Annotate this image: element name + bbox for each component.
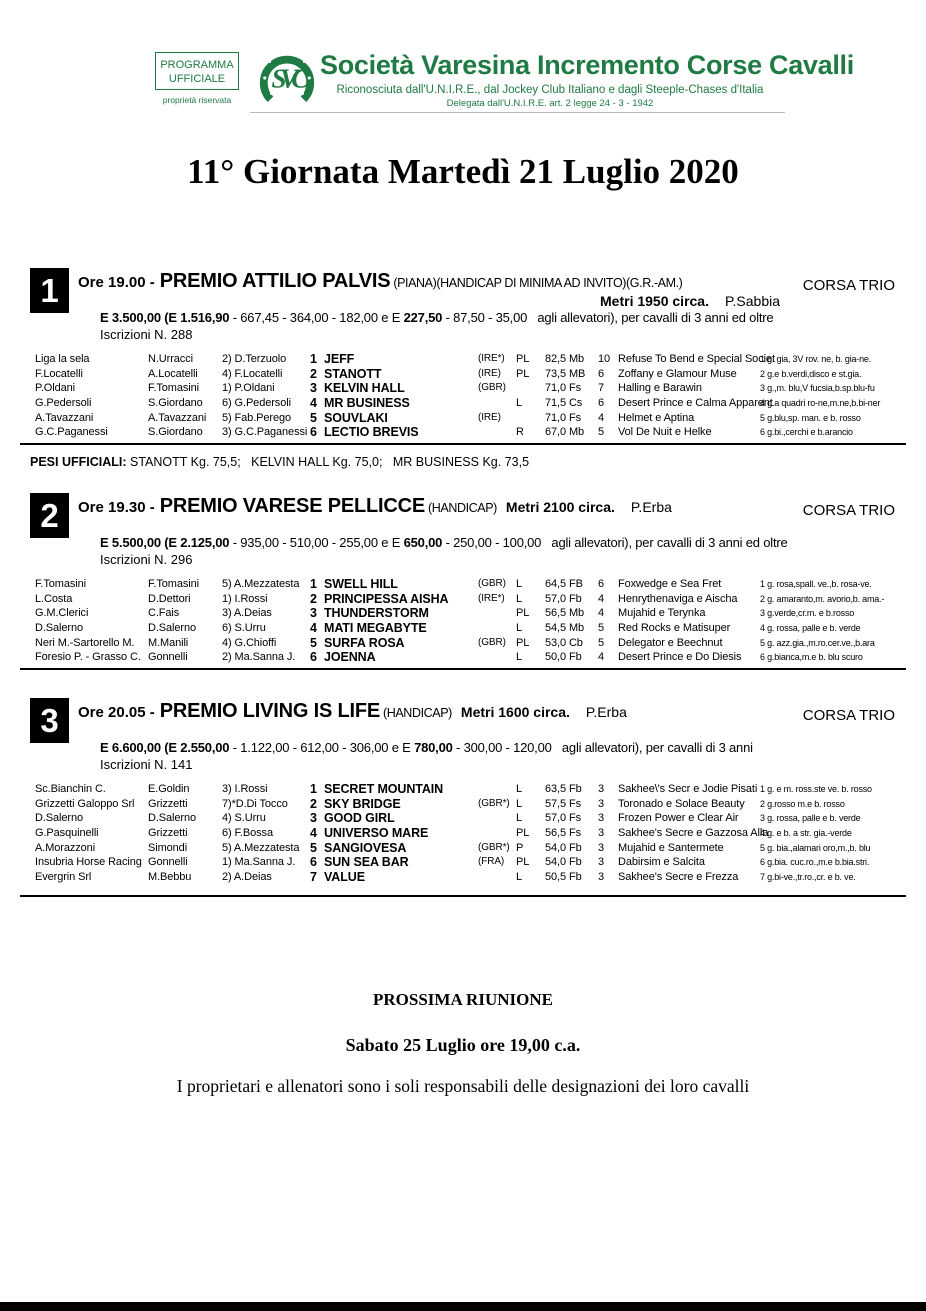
country-cell: (IRE*) — [478, 592, 505, 604]
draw-jockey-cell: 3) I.Rossi — [222, 783, 268, 795]
corsa-trio-label: CORSA TRIO — [802, 502, 895, 519]
horse-cell — [310, 425, 478, 440]
weight-cell: 54,0 Fb — [545, 856, 582, 869]
weight-cell: 53,0 Cb — [545, 636, 583, 649]
shoes-cell: L — [516, 578, 523, 590]
country-cell — [478, 826, 516, 841]
draw-jockey-cell: 3) G.C.Paganessi — [222, 426, 308, 439]
entries-table — [35, 782, 906, 885]
horse-name: JEFF — [324, 352, 355, 366]
race-number-badge: 1 — [30, 268, 69, 313]
next-meeting-heading: PROSSIMA RIUNIONE — [373, 990, 553, 1009]
weight-cell: 71,0 Fs — [545, 382, 581, 395]
draw-jockey-cell: 1) I.Rossi — [222, 592, 268, 605]
owner-cell: Foresio P. - Grasso C. — [35, 651, 141, 664]
race-distance-line — [78, 293, 780, 311]
trainer-cell: A.Tavazzani — [148, 411, 207, 424]
country-cell — [478, 811, 516, 826]
weight-cell: 73,5 MB — [545, 367, 586, 380]
disclaimer-text: I proprietari e allenatori sono i soli responsabili delle designazioni dei loro cavalli — [176, 1076, 750, 1096]
trainer-cell: Gonnelli — [148, 651, 188, 664]
weight-cell: 56,5 Mb — [545, 607, 585, 620]
race-time: Ore 19.30 - — [78, 499, 155, 516]
trainer-cell: S.Giordano — [148, 397, 203, 410]
corsa-trio-label: CORSA TRIO — [802, 277, 895, 294]
race-section — [0, 493, 926, 723]
horse-name: GOOD GIRL — [324, 811, 395, 826]
weight-cell: 67,0 Mb — [545, 426, 585, 439]
shoes-cell: L — [516, 871, 523, 884]
race-name: PREMIO LIVING IS LIFE — [159, 700, 380, 722]
shoes-cell: PL — [516, 856, 530, 869]
race-name: PREMIO ATTILIO PALVIS — [159, 270, 391, 292]
owner-cell: L.Costa — [35, 592, 73, 605]
horse-name: PRINCIPESSA AISHA — [324, 591, 449, 606]
owner-cell: G.C.Paganessi — [35, 426, 108, 439]
sire-dam-cell: Refuse To Bend e Special Societ — [618, 353, 775, 365]
owner-cell: Sc.Bianchin C. — [35, 783, 106, 795]
horse-number: 2 — [310, 796, 317, 811]
shoes-cell: L — [516, 397, 523, 410]
sire-dam-cell: Desert Prince e Calma Apparent — [618, 397, 773, 410]
silks-cell: 6 g.bi.,cerchi e b.arancio — [760, 427, 853, 438]
sire-dam-cell: Halling e Barawin — [618, 382, 702, 395]
horse-name: SUN SEA BAR — [324, 855, 409, 870]
silks-cell: 6 g.bia. cuc.ro.,m.e b.bia.stri. — [760, 857, 870, 868]
sire-dam-cell: Helmet e Aptina — [618, 411, 695, 424]
country-cell: (FRA) — [478, 856, 505, 868]
prize-total: E 6.600,00 (E 2.550,00 — [100, 740, 230, 755]
draw-jockey-cell: 2) D.Terzuolo — [222, 353, 287, 365]
weight-cell: 57,0 Fs — [545, 812, 581, 825]
trainer-cell: M.Manili — [148, 636, 189, 649]
silks-cell: 5 g.blu,sp. man. e b. rosso — [760, 412, 861, 423]
age-cell: 5 — [598, 622, 605, 635]
shoes-cell — [516, 381, 545, 396]
silks-cell: 2 g.rosso m.e b. rosso — [760, 798, 845, 809]
age-cell: 6 — [598, 367, 605, 380]
horse-name: SURFA ROSA — [324, 635, 405, 650]
trainer-cell: F.Tomasini — [148, 382, 199, 395]
horse-number: 3 — [310, 381, 317, 396]
horse-number: 6 — [310, 650, 317, 665]
bottom-black-bar — [0, 1302, 926, 1311]
owner-cell: Neri M.-Sartorello M. — [35, 636, 135, 649]
entries-table — [35, 352, 906, 440]
horse-cell — [310, 650, 478, 665]
shoes-cell: L — [516, 797, 523, 810]
section-divider — [20, 895, 906, 897]
age-cell: 3 — [598, 812, 605, 825]
country-cell: (GBR*) — [478, 797, 510, 809]
prize-total: E 3.500,00 (E 1.516,90 — [100, 310, 230, 325]
draw-jockey-cell: 6) F.Bossa — [222, 827, 273, 840]
draw-jockey-cell: 7)*D.Di Tocco — [222, 797, 288, 810]
horse-number: 4 — [310, 826, 317, 841]
owner-cell: G.Pedersoli — [35, 397, 92, 410]
trainer-cell: Simondi — [148, 841, 188, 854]
race-time: Ore 19.00 - — [78, 274, 155, 291]
country-cell: (IRE*) — [478, 353, 505, 364]
race-prize-line — [100, 740, 753, 755]
country-cell — [478, 650, 516, 665]
iscrizioni-count: Iscrizioni N. 296 — [100, 552, 193, 567]
country-cell — [478, 396, 516, 411]
sire-dam-cell: Delegator e Beechnut — [618, 636, 723, 649]
official-weights-values: STANOTT Kg. 75,5; KELVIN HALL Kg. 75,0; MR BUSINESS Kg. 73,5 — [126, 455, 530, 469]
trainer-cell: Grizzetti — [148, 827, 188, 840]
prize-conditions: - 87,50 - 35,00 agli allevatori), per cavalli di 3 anni ed oltre — [442, 310, 774, 325]
horse-number: 6 — [310, 855, 317, 870]
shoes-cell: L — [516, 651, 523, 664]
weight-cell: 50,0 Fb — [545, 651, 582, 664]
sire-dam-cell: Red Rocks e Matisuper — [618, 622, 731, 635]
horse-number: 4 — [310, 396, 317, 411]
shoes-cell: PL — [516, 607, 530, 620]
org-subtitle-2: Delegata dall'U.N.I.R.E. art. 2 legge 24 - 3 - 1942 — [446, 98, 654, 109]
owner-cell: P.Oldani — [35, 382, 75, 395]
org-subtitle-1: Riconosciuta dall'U.N.I.R.E., dal Jockey Club Italiano e dagli Steeple-Chases d'Italia — [336, 84, 764, 96]
weight-cell: 82,5 Mb — [545, 353, 585, 365]
horse-cell — [310, 782, 478, 797]
weight-cell: 63,5 Fb — [545, 783, 582, 795]
silks-cell: 3 g.,m. blu,V fucsia,b.sp.blu-fu — [760, 383, 875, 394]
shoes-cell: PL — [516, 636, 530, 649]
shoes-cell: L — [516, 783, 523, 795]
prize-breakdown: - 935,00 - 510,00 - 255,00 e E — [229, 535, 404, 550]
sire-dam-cell: Mujahid e Terynka — [618, 607, 706, 620]
horse-number: 6 — [310, 425, 317, 440]
age-cell: 5 — [598, 636, 605, 649]
country-cell — [478, 425, 516, 440]
age-cell: 5 — [598, 426, 605, 439]
silks-cell: 1 g. gia, 3V rov. ne, b. gia-ne. — [760, 354, 872, 364]
silks-cell: 2 g. amaranto,m. avorio,b. ama.- — [760, 593, 885, 604]
shoes-cell: PL — [516, 367, 530, 380]
sire-dam-cell: Foxwedge e Sea Fret — [618, 578, 722, 590]
program-box-line2: UFFICIALE — [168, 73, 226, 85]
shoes-cell: PL — [516, 827, 530, 840]
age-cell: 4 — [598, 607, 605, 620]
horse-name: LECTIO BREVIS — [324, 425, 419, 440]
weight-cell: 71,0 Fs — [545, 411, 581, 424]
trainer-cell: D.Dettori — [148, 592, 191, 605]
weight-cell: 54,5 Mb — [545, 622, 585, 635]
age-cell: 6 — [598, 578, 605, 590]
horse-name: SKY BRIDGE — [324, 796, 401, 811]
horse-name: SECRET MOUNTAIN — [324, 782, 444, 796]
horse-cell — [310, 870, 478, 885]
sire-dam-cell: Desert Prince e Do Diesis — [618, 651, 742, 664]
race-qualifier: (PIANA)(HANDICAP DI MINIMA AD INVITO)(G.R.-AM.) — [393, 276, 683, 290]
owner-cell: D.Salerno — [35, 812, 84, 825]
horse-name: SOUVLAKI — [324, 410, 388, 425]
draw-jockey-cell: 3) A.Deias — [222, 607, 272, 620]
shoes-cell: R — [516, 426, 524, 439]
owner-cell: Insubria Horse Racing — [35, 856, 142, 869]
silks-cell: 5 g. bia.,alamari oro,m.,b. blu — [760, 842, 871, 853]
silks-cell: 4 g.a quadri ro-ne,m.ne,b.bi-ner — [760, 398, 881, 409]
sire-dam-cell: Dabirsim e Salcita — [618, 856, 705, 869]
horse-number: 1 — [310, 577, 317, 591]
horse-cell — [310, 367, 478, 382]
country-cell — [478, 606, 516, 621]
country-cell: (GBR) — [478, 636, 506, 648]
horse-number: 5 — [310, 410, 317, 425]
race-title-line — [78, 270, 682, 293]
race-title-line — [78, 495, 672, 518]
shoes-cell: P — [516, 841, 524, 854]
trainer-cell: M.Bebbu — [148, 871, 192, 884]
shoes-cell: L — [516, 812, 523, 825]
age-cell: 3 — [598, 841, 605, 854]
sire-dam-cell: Sakhee\'s Secr e Jodie Pisati — [618, 783, 758, 795]
official-weights-label: PESI UFFICIALI: — [30, 455, 127, 469]
horse-cell — [310, 621, 478, 636]
draw-jockey-cell: 1) P.Oldani — [222, 382, 275, 395]
sire-dam-cell: Mujahid e Santermete — [618, 841, 724, 854]
official-weights-line — [30, 455, 529, 469]
sire-dam-cell: Sakhee's Secre e Frezza — [618, 871, 739, 884]
silks-cell: 4 g. e b. a str. gia.-verde — [760, 828, 852, 839]
sire-dam-cell: Vol De Nuit e Helke — [618, 426, 712, 439]
horse-name: JOENNA — [324, 650, 376, 665]
race-prize-line — [100, 310, 773, 325]
trainer-cell: C.Fais — [148, 607, 180, 620]
prize-breeders: 650,00 — [403, 535, 443, 550]
age-cell: 3 — [598, 797, 605, 810]
owner-cell: F.Locatelli — [35, 367, 83, 380]
race-prize-line — [100, 535, 788, 550]
weight-cell: 56,5 Fs — [545, 827, 581, 840]
trainer-cell: Gonnelli — [148, 856, 188, 869]
weight-cell: 64,5 FB — [545, 578, 583, 590]
shoes-cell — [516, 411, 545, 426]
owner-cell: F.Tomasini — [35, 578, 86, 590]
horse-name: THUNDERSTORM — [324, 606, 429, 621]
draw-jockey-cell: 5) A.Mezzatesta — [222, 578, 300, 590]
logo-monogram: SVC — [271, 63, 303, 94]
draw-jockey-cell: 4) S.Urru — [222, 812, 266, 825]
owner-cell: G.Pasquinelli — [35, 827, 99, 840]
horse-number: 5 — [310, 840, 317, 855]
weight-cell: 57,0 Fb — [545, 592, 582, 605]
trainer-cell: D.Salerno — [148, 622, 197, 635]
silks-cell: 1 g. e m. ross.ste ve. b. rosso — [760, 784, 872, 794]
sire-dam-cell: Henrythenaviga e Aischa — [618, 592, 738, 605]
owner-cell: Grizzetti Galoppo Srl — [35, 797, 135, 810]
program-box-line1: PROGRAMMA — [160, 59, 234, 71]
horse-number: 3 — [310, 606, 317, 621]
horse-number: 7 — [310, 870, 317, 885]
race-name: PREMIO VARESE PELLICCE — [159, 495, 425, 517]
header-divider — [250, 112, 785, 113]
silks-cell: 6 g.bianca,m.e b. blu scuro — [760, 652, 863, 663]
owner-cell: D.Salerno — [35, 622, 84, 635]
sire-dam-cell: Toronado e Solace Beauty — [618, 797, 745, 810]
trainer-cell: F.Tomasini — [148, 578, 199, 590]
next-meeting-date: Sabato 25 Luglio ore 19,00 c.a. — [345, 1035, 581, 1055]
draw-jockey-cell: 5) Fab.Perego — [222, 411, 292, 424]
horse-cell — [310, 797, 478, 812]
horse-cell — [310, 411, 478, 426]
trainer-cell: E.Goldin — [148, 783, 190, 795]
prize-breeders: 227,50 — [403, 310, 443, 325]
trainer-cell: A.Locatelli — [148, 367, 198, 380]
age-cell: 7 — [598, 382, 605, 395]
horse-number: 3 — [310, 811, 317, 826]
program-box-note: proprietà riservata — [162, 95, 232, 105]
corsa-trio-label: CORSA TRIO — [802, 707, 895, 724]
age-cell: 3 — [598, 827, 605, 840]
horse-name: SWELL HILL — [324, 577, 398, 591]
page-title: 11° Giornata Martedì 21 Luglio 2020 — [187, 152, 739, 191]
country-cell: (GBR) — [478, 578, 506, 589]
horse-number: 2 — [310, 366, 317, 381]
shoes-cell: L — [516, 622, 523, 635]
race-track: P.Sabbia — [724, 293, 780, 309]
country-cell — [478, 621, 516, 636]
race-section — [0, 698, 926, 928]
race-qualifier: (HANDICAP) — [428, 501, 497, 515]
horse-number: 1 — [310, 782, 317, 796]
race-track: P.Erba — [585, 704, 627, 720]
horse-number: 5 — [310, 635, 317, 650]
draw-jockey-cell: 5) A.Mezzatesta — [222, 841, 300, 854]
age-cell: 3 — [598, 856, 605, 869]
silks-cell: 2 g.e b.verdi,disco e st.gia. — [760, 368, 862, 379]
horse-name: MR BUSINESS — [324, 396, 410, 411]
section-divider — [20, 668, 906, 670]
race-track: P.Erba — [630, 499, 672, 515]
owner-cell: G.M.Clerici — [35, 607, 89, 620]
horse-name: SANGIOVESA — [324, 840, 407, 855]
prize-conditions: - 300,00 - 120,00 agli allevatori), per cavalli di 3 anni — [452, 740, 753, 755]
draw-jockey-cell: 2) Ma.Sanna J. — [222, 651, 296, 664]
race-number-badge: 2 — [30, 493, 69, 538]
iscrizioni-count: Iscrizioni N. 141 — [100, 757, 193, 772]
horse-cell — [310, 352, 478, 367]
draw-jockey-cell: 4) G.Chioffi — [222, 636, 277, 649]
race-number-badge: 3 — [30, 698, 69, 743]
age-cell: 4 — [598, 651, 605, 664]
sire-dam-cell: Zoffany e Glamour Muse — [618, 367, 737, 380]
horse-cell — [310, 841, 478, 856]
silks-cell: 7 g.bi-ve.,tr.ro.,cr. e b. ve. — [760, 872, 856, 883]
race-qualifier: (HANDICAP) — [382, 706, 452, 720]
draw-jockey-cell: 4) F.Locatelli — [222, 367, 283, 380]
race-distance: Metri 1950 circa. — [600, 293, 709, 309]
sire-dam-cell: Sakhee's Secre e Gazzosa Alla — [618, 827, 769, 840]
weight-cell: 50,5 Fb — [545, 871, 582, 884]
horse-name: STANOTT — [324, 366, 382, 381]
draw-jockey-cell: 6) G.Pedersoli — [222, 397, 291, 410]
race-distance: Metri 2100 circa. — [505, 499, 615, 515]
horse-cell — [310, 855, 478, 870]
prize-conditions: - 250,00 - 100,00 agli allevatori), per cavalli di 3 anni ed oltre — [442, 535, 788, 550]
horse-cell — [310, 577, 478, 592]
draw-jockey-cell: 2) A.Deias — [222, 871, 272, 884]
prize-breeders: 780,00 — [414, 740, 453, 755]
silks-cell: 5 g. azz.gia.,m.ro.cer.ve.,b.ara — [760, 637, 875, 648]
sire-dam-cell: Frozen Power e Clear Air — [618, 812, 739, 825]
country-cell: (GBR*) — [478, 841, 510, 853]
prize-breakdown: - 1.122,00 - 612,00 - 306,00 e E — [229, 740, 415, 755]
horse-cell — [310, 826, 478, 841]
shoes-cell: L — [516, 592, 523, 605]
org-name: Società Varesina Incremento Corse Cavalli — [320, 50, 854, 80]
race-time: Ore 20.05 - — [78, 704, 155, 721]
country-cell: (IRE) — [478, 411, 501, 423]
trainer-cell: D.Salerno — [148, 812, 197, 825]
section-divider — [20, 443, 906, 445]
owner-cell: Evergrin Srl — [35, 871, 92, 884]
entries-table — [35, 577, 906, 665]
owner-cell: A.Tavazzani — [35, 411, 94, 424]
trainer-cell: N.Urracci — [148, 353, 193, 365]
silks-cell: 3 g.verde,cr.m. e b.rosso — [760, 608, 855, 619]
country-cell: (GBR) — [478, 382, 506, 394]
draw-jockey-cell: 6) S.Urru — [222, 622, 266, 635]
horse-cell — [310, 396, 478, 411]
age-cell: 3 — [598, 783, 605, 795]
weight-cell: 54,0 Fb — [545, 841, 582, 854]
prize-total: E 5.500,00 (E 2.125,00 — [100, 535, 230, 550]
trainer-cell: Grizzetti — [148, 797, 188, 810]
age-cell: 10 — [598, 353, 611, 365]
age-cell: 3 — [598, 871, 605, 884]
age-cell: 4 — [598, 411, 605, 424]
horse-cell — [310, 381, 478, 396]
silks-cell: 4 g. rossa, palle e b. verde — [760, 623, 861, 634]
iscrizioni-count: Iscrizioni N. 288 — [100, 327, 193, 342]
horse-cell — [310, 606, 478, 621]
country-cell — [478, 870, 516, 885]
silks-cell: 1 g. rosa,spall. ve.,b. rosa-ve. — [760, 579, 872, 589]
horse-cell — [310, 636, 478, 651]
draw-jockey-cell: 1) Ma.Sanna J. — [222, 856, 296, 869]
horse-number: 1 — [310, 352, 317, 366]
horseshoe-logo-icon — [256, 45, 318, 109]
race-title-line — [78, 700, 627, 723]
weight-cell: 57,5 Fs — [545, 797, 581, 810]
trainer-cell: S.Giordano — [148, 426, 203, 439]
age-cell: 6 — [598, 397, 605, 410]
owner-cell: Liga la sela — [35, 353, 90, 365]
country-cell — [478, 782, 516, 797]
owner-cell: A.Morazzoni — [35, 841, 96, 854]
shoes-cell: PL — [516, 353, 530, 365]
program-ufficiale-box — [155, 52, 239, 90]
weight-cell: 71,5 Cs — [545, 397, 583, 410]
age-cell: 4 — [598, 592, 605, 605]
horse-cell — [310, 592, 478, 607]
horse-name: KELVIN HALL — [324, 381, 405, 396]
horse-cell — [310, 811, 478, 826]
horse-name: MATI MEGABYTE — [324, 621, 427, 636]
horse-number: 4 — [310, 621, 317, 636]
horse-name: UNIVERSO MARE — [324, 826, 429, 841]
horse-name: VALUE — [324, 870, 365, 885]
silks-cell: 3 g. rossa, palle e b. verde — [760, 813, 861, 824]
country-cell: (IRE) — [478, 367, 501, 379]
horse-number: 2 — [310, 591, 317, 606]
prize-breakdown: - 667,45 - 364,00 - 182,00 e E — [229, 310, 404, 325]
race-distance: Metri 1600 circa. — [460, 704, 570, 720]
